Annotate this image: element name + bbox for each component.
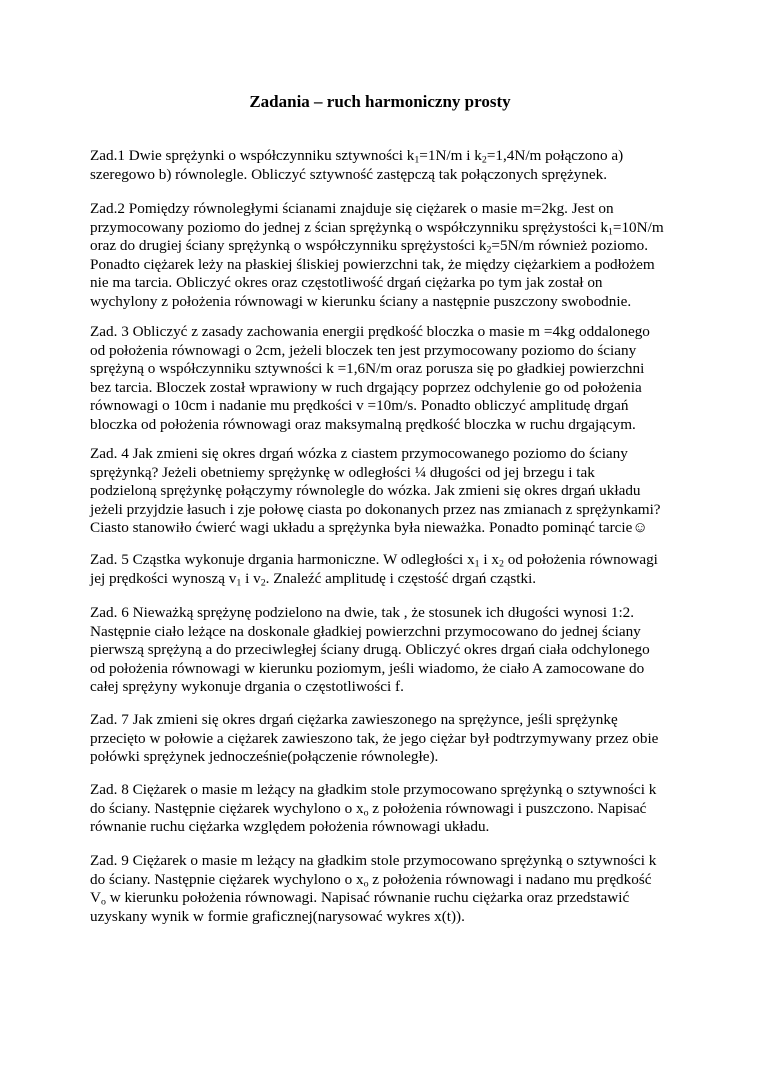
task-line: Zad.1 Dwie sprężynki o współczynniku sztywności $k_1=1N/m$ i $k_2=1,4N/m$ połączono a)	[90, 147, 624, 166]
task-line: podzieloną sprężynkę połączymy równolegle do wózka. Jak zmieni się okres drgań układu	[90, 482, 641, 500]
task-4	[90, 445, 690, 538]
subscript: 2	[260, 577, 266, 589]
task-line: Zad.2 Pomiędzy równoległymi ścianami znajduje się ciężarek o masie m=2kg. Jest on	[90, 200, 614, 217]
document-title: Zadania – ruch harmoniczny prosty	[249, 92, 511, 111]
task-line: bloczka od położenia równowagi oraz maksymalną prędkość bloczka w ruchu drgającym.	[90, 415, 636, 433]
task-1	[90, 147, 690, 184]
task-line: Zad. 6 Nieważką sprężynę podzielono na dwie, tak , że stosunek ich długości wynosi 1:2.	[90, 604, 635, 621]
task-line: przymocowany poziomo do jednej z ścian sprężynką o współczynniku sprężystości $k_1=10N/m$	[90, 218, 664, 238]
task-line: całej sprężyny wykonuje drgania o częstotliwości f.	[90, 678, 404, 696]
task-line: połówki sprężynek jednocześnie(połączenie równoległe).	[90, 748, 439, 766]
task-line: nie ma tarcia. Obliczyć okres oraz częstotliwość drgań ciężarka po tym jak został on	[90, 274, 603, 292]
task-line: od położenia równowagi w kierunku poziomym, jeśli wiadomo, że ciało A zamocowane do	[90, 659, 645, 677]
subscript: 1	[236, 577, 242, 589]
subscript: 2	[499, 558, 504, 570]
task-line: Zad. 9 Ciężarek o masie m leżący na gładkim stole przymocowano sprężynką o sztywności k	[90, 852, 657, 869]
task-line: do ściany. Następnie ciężarek wychylono o $x_o$ z położenia równowagi i puszczono. Napisać	[90, 799, 647, 819]
task-line: przecięto w połowie a ciężarek zawieszono tak, że jego ciężar był podtrzymywany przez obie	[90, 729, 659, 747]
task-line: Zad. 5 Cząstka wykonuje drgania harmoniczne. W odległości $x_1$ i $x_2$ od położenia równowagi	[90, 551, 658, 570]
task-2	[90, 200, 690, 312]
task-line: uzyskany wynik w formie graficznej(narysować wykres x(t)).	[90, 907, 465, 925]
task-line: Zad. 3 Obliczyć z zasady zachowania energii prędkość bloczka o masie m =4kg oddalonego	[90, 323, 650, 340]
task-line: równanie ruchu ciężarka względem położenia równowagi układu.	[90, 818, 490, 836]
task-line: sprężynką? Jeżeli obetniemy sprężynkę w odległości ¼ długości od jej brzegu i tak	[90, 463, 595, 481]
task-5	[90, 551, 690, 588]
task-line: Ponadto ciężarek leży na płaskiej śliskiej powierzchni tak, że między ciężarkiem a podłożem	[90, 255, 655, 273]
task-7	[90, 711, 690, 767]
subscript: 1	[474, 558, 480, 570]
task-line: równowagi o 10cm i nadanie mu prędkości v =10m/s. Ponadto obliczyć amplitudę drgań	[90, 397, 629, 415]
subscript: 2	[486, 244, 492, 256]
subscript: 1	[414, 154, 420, 166]
subscript: o	[363, 878, 369, 890]
subscript: o	[363, 807, 369, 819]
task-line: Ciasto stanowiło ćwierć wagi układu a sprężynka była nieważka. Ponadto pominąć tarcie☺	[90, 519, 648, 537]
task-line: jej prędkości wynoszą $v_1$ i $v_2$. Znaleźć amplitudę i częstość drgań cząstki.	[90, 569, 537, 589]
task-line: do ściany. Następnie ciężarek wychylono o $x_o$ z położenia równowagi i nadano mu prędkość	[90, 870, 652, 890]
task-3	[90, 323, 690, 435]
task-8	[90, 781, 690, 837]
task-line: pierwszą sprężyną a do przeciwległej ściany drugą. Obliczyć okres drgań ciała odchylonego	[90, 641, 650, 659]
task-line: $V_o$ w kierunku położenia równowagi. Napisać równanie ruchu ciężarka oraz przedstawić	[90, 889, 630, 908]
subscript: o	[100, 896, 106, 908]
task-line: szeregowo b) równolegle. Obliczyć sztywność zastępczą tak połączonych sprężynek.	[90, 165, 608, 183]
task-line: Zad. 4 Jak zmieni się okres drgań wózka z ciastem przymocowanego poziomo do ściany	[90, 445, 628, 462]
task-6	[90, 604, 690, 697]
task-line: Zad. 7 Jak zmieni się okres drgań ciężarka zawieszonego na sprężynce, jeśli sprężynkę	[90, 711, 618, 728]
task-9	[90, 852, 690, 926]
task-line: bez tarcia. Bloczek został wprawiony w ruch drgający poprzez odchylenie go od położenia	[90, 378, 642, 396]
task-line: oraz do drugiej ściany sprężynką o współczynniku sprężystości $k_2=5N/m$ również poziomo.	[90, 237, 649, 256]
task-line: Następnie ciało leżące na doskonale gładkiej powierzchni przymocowano do jednej ściany	[90, 622, 641, 640]
task-line: jeżeli przyjdzie łasuch i zje połowę ciasta po dokonanych przez nas zmianach z sprężynkami?	[90, 500, 661, 518]
subscript: 2	[481, 154, 487, 166]
task-line: od położenia równowagi o 2cm, jeżeli bloczek ten jest przymocowany poziomo do ściany	[90, 341, 637, 359]
subscript: 1	[607, 226, 613, 238]
task-line: wychylony z położenia równowagi w kierunku ściany a następnie puszczony swobodnie.	[90, 292, 632, 310]
task-line: Zad. 8 Ciężarek o masie m leżący na gładkim stole przymocowano sprężynką o sztywności k	[90, 781, 657, 798]
task-line: sprężyną o współczynniku sztywności k =1,6N/m oraz porusza się po gładkiej powierzchni	[90, 360, 645, 378]
